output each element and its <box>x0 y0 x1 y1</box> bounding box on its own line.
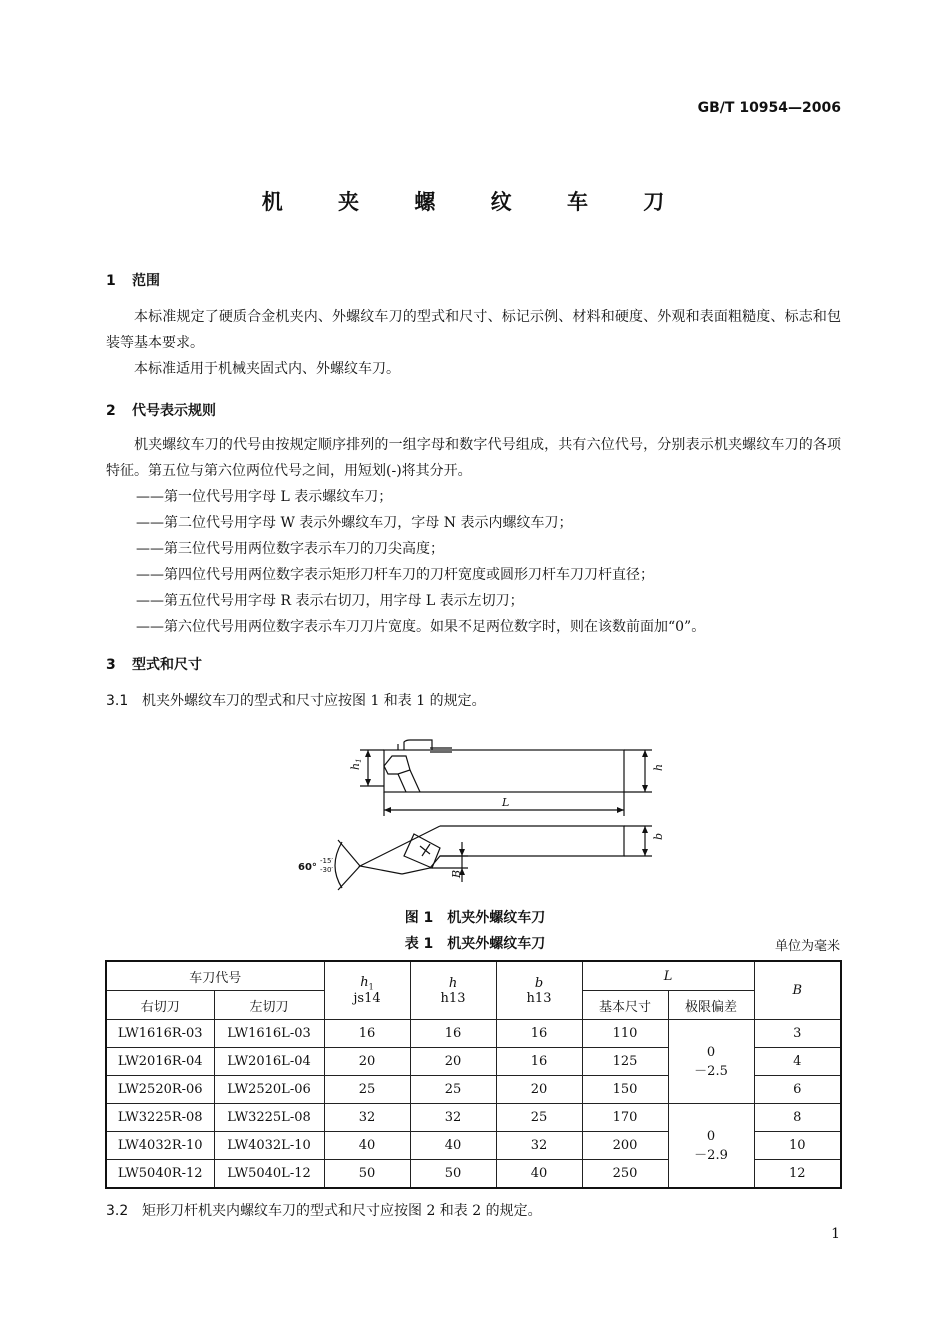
label-angle-tol-upper: -15′ <box>320 857 334 865</box>
cell-h1: 25 <box>324 1076 410 1104</box>
cell-h: 40 <box>410 1132 496 1160</box>
list-item: ——第二位代号用字母 W 表示外螺纹车刀，字母 N 表示内螺纹车刀； <box>136 515 573 531</box>
cell-h: 20 <box>410 1048 496 1076</box>
spec-table <box>105 960 842 1189</box>
cell-left: LW1616L-03 <box>214 1020 324 1048</box>
section-title: 范围 <box>132 273 160 289</box>
figure-1-drawing <box>280 730 680 900</box>
header-L-basic: 基本尺寸 <box>582 991 668 1020</box>
cell-h1: 16 <box>324 1020 410 1048</box>
cell-h1: 20 <box>324 1048 410 1076</box>
label-h: h <box>652 763 665 771</box>
section-1-paragraph-2: 本标准适用于机械夹固式内、外螺纹车刀。 <box>134 361 400 377</box>
section-3-heading <box>106 654 202 674</box>
cell-h: 50 <box>410 1160 496 1189</box>
cell-h1: 40 <box>324 1132 410 1160</box>
cell-B: 6 <box>754 1076 841 1104</box>
list-item: ——第三位代号用两位数字表示车刀的刀尖高度； <box>136 541 444 557</box>
list-item: ——第一位代号用字母 L 表示螺纹车刀； <box>136 489 393 505</box>
cell-L: 170 <box>582 1104 668 1132</box>
table-unit: 单位为毫米 <box>774 939 840 954</box>
header-code: 车刀代号 <box>106 961 324 991</box>
cell-left: LW2520L-06 <box>214 1076 324 1104</box>
cell-B: 12 <box>754 1160 841 1189</box>
header-L-dev: 极限偏差 <box>668 991 754 1020</box>
clause-3-2 <box>106 1200 542 1220</box>
label-angle: 60° <box>298 862 317 873</box>
label-h1: h1 <box>349 758 363 770</box>
header-h: h h13 <box>410 961 496 1020</box>
clause-text: 矩形刀杆机夹内螺纹车刀的型式和尺寸应按图 2 和表 2 的规定。 <box>142 1203 542 1219</box>
cell-B: 8 <box>754 1104 841 1132</box>
list-item: ——第五位代号用字母 R 表示右切刀，用字母 L 表示左切刀； <box>136 593 524 609</box>
label-L: L <box>502 796 510 809</box>
clause-3-1 <box>106 690 486 710</box>
cell-L: 250 <box>582 1160 668 1189</box>
section-number: 2 <box>106 403 116 419</box>
cell-left: LW4032L-10 <box>214 1132 324 1160</box>
cell-B: 3 <box>754 1020 841 1048</box>
cell-right: LW3225R-08 <box>106 1104 214 1132</box>
cell-b: 16 <box>496 1048 582 1076</box>
cell-B: 10 <box>754 1132 841 1160</box>
standard-number: GB/T 10954—2006 <box>697 100 841 116</box>
section-title: 代号表示规则 <box>132 403 216 419</box>
label-angle-tol-lower: -30′ <box>320 866 334 874</box>
cell-B: 4 <box>754 1048 841 1076</box>
cell-h1: 32 <box>324 1104 410 1132</box>
cell-L-dev-group-2: 0 －2.9 <box>668 1104 754 1189</box>
cell-L: 150 <box>582 1076 668 1104</box>
header-B: B <box>754 961 841 1020</box>
header-h1: $h_1$ js14 <box>324 961 410 1020</box>
page-number: 1 <box>831 1226 840 1242</box>
cell-L: 200 <box>582 1132 668 1160</box>
clause-text: 机夹外螺纹车刀的型式和尺寸应按图 1 和表 1 的规定。 <box>142 693 486 709</box>
cell-right: LW4032R-10 <box>106 1132 214 1160</box>
label-B: B <box>450 869 463 878</box>
cell-right: LW2520R-06 <box>106 1076 214 1104</box>
table-header-row <box>106 961 841 991</box>
cell-h: 32 <box>410 1104 496 1132</box>
header-b: b h13 <box>496 961 582 1020</box>
section-title: 型式和尺寸 <box>132 657 202 673</box>
clause-number: 3.1 <box>106 693 129 709</box>
cell-L: 125 <box>582 1048 668 1076</box>
header-right: 右切刀 <box>106 991 214 1020</box>
section-2-heading <box>106 400 216 420</box>
section-number: 1 <box>106 273 116 289</box>
table-row <box>106 1104 841 1132</box>
cell-b: 25 <box>496 1104 582 1132</box>
cell-right: LW1616R-03 <box>106 1020 214 1048</box>
section-1-heading <box>106 270 160 290</box>
page-title: 机 夹 螺 纹 车 刀 <box>261 190 689 214</box>
cell-h: 25 <box>410 1076 496 1104</box>
figure-caption: 图 1 机夹外螺纹车刀 <box>404 910 546 926</box>
cell-L: 110 <box>582 1020 668 1048</box>
table-row <box>106 1020 841 1048</box>
cell-right: LW2016R-04 <box>106 1048 214 1076</box>
cell-left: LW3225L-08 <box>214 1104 324 1132</box>
section-2-paragraph-1: 机夹螺纹车刀的代号由按规定顺序排列的一组字母和数字代号组成，共有六位代号，分别表示机夹螺纹车刀的各项特征。第五位与第六位两位代号之间，用短划(-)将其分开。 <box>106 437 841 479</box>
list-item: ——第六位代号用两位数字表示车刀刀片宽度。如果不足两位数字时，则在该数前面加“0”。 <box>136 619 706 635</box>
cell-b: 16 <box>496 1020 582 1048</box>
table-caption: 表 1 机夹外螺纹车刀 <box>404 936 546 952</box>
cell-b: 40 <box>496 1160 582 1189</box>
cell-left: LW5040L-12 <box>214 1160 324 1189</box>
cell-right: LW5040R-12 <box>106 1160 214 1189</box>
label-b: b <box>652 832 665 840</box>
cell-h: 16 <box>410 1020 496 1048</box>
list-item: ——第四位代号用两位数字表示矩形刀杆车刀的刀杆宽度或圆形刀杆车刀刀杆直径； <box>136 567 654 583</box>
cell-left: LW2016L-04 <box>214 1048 324 1076</box>
cell-b: 32 <box>496 1132 582 1160</box>
clause-number: 3.2 <box>106 1203 129 1219</box>
header-L: L <box>582 961 754 991</box>
cell-L-dev-group-1: 0 －2.5 <box>668 1020 754 1104</box>
section-1-paragraph-1: 本标准规定了硬质合金机夹内、外螺纹车刀的型式和尺寸、标记示例、材料和硬度、外观和表面粗糙度、标志和包装等基本要求。 <box>106 309 841 351</box>
cell-b: 20 <box>496 1076 582 1104</box>
header-left: 左切刀 <box>214 991 324 1020</box>
section-number: 3 <box>106 657 116 673</box>
cell-h1: 50 <box>324 1160 410 1189</box>
